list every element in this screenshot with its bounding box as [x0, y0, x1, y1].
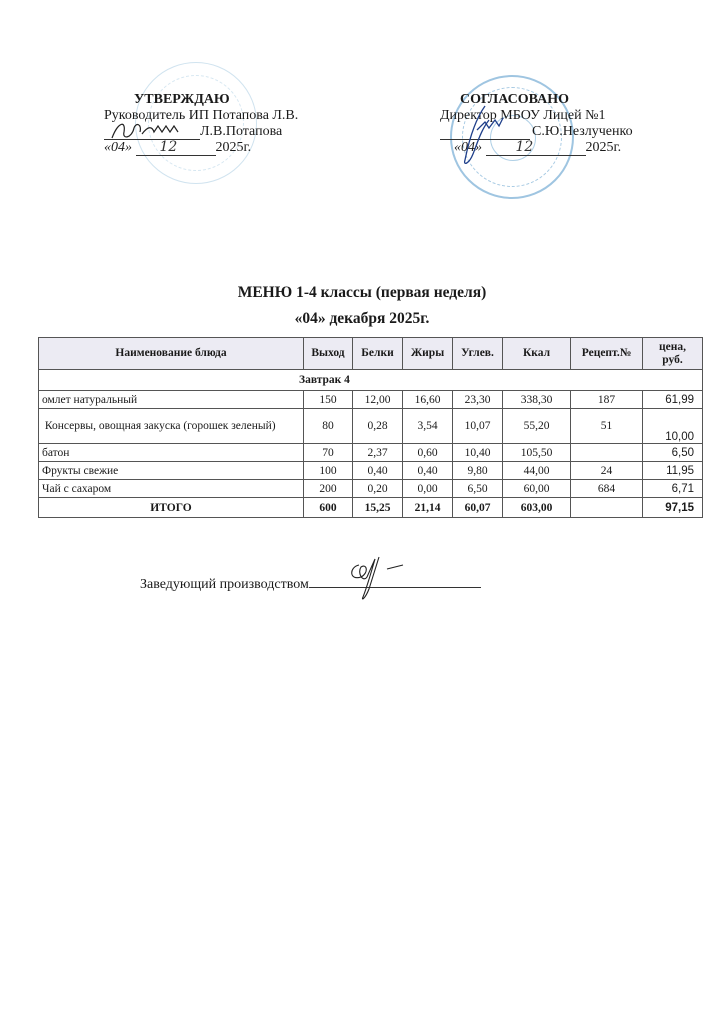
- dish-yield: 150: [304, 391, 353, 409]
- approval-title-left: УТВЕРЖДАЮ: [134, 92, 230, 107]
- dish-name: омлет натуральный: [39, 391, 304, 409]
- column-header-price: цена, руб.: [643, 338, 703, 370]
- table-row: [39, 391, 703, 409]
- approval-date-left: [104, 140, 344, 156]
- date-day-left: «04»: [104, 140, 132, 155]
- signature-footer-icon: [345, 553, 425, 603]
- total-protein: 15,25: [353, 498, 403, 518]
- dish-name: Чай с сахаром: [39, 480, 304, 498]
- dish-price: 11,95: [643, 462, 703, 480]
- table-row: [39, 409, 703, 444]
- dish-fat: 3,54: [403, 409, 453, 444]
- dish-yield: 70: [304, 444, 353, 462]
- section-label: Завтрак 4: [39, 370, 643, 391]
- dish-recipe: 24: [571, 462, 643, 480]
- dish-kcal: 44,00: [503, 462, 571, 480]
- date-line-left: [136, 139, 216, 156]
- dish-name: батон: [39, 444, 304, 462]
- date-month-right: 12: [515, 139, 534, 155]
- column-header-name: Наименование блюда: [39, 338, 304, 370]
- dish-carbs: 10,40: [453, 444, 503, 462]
- section-price-cell: [643, 370, 703, 391]
- dish-fat: 0,40: [403, 462, 453, 480]
- dish-fat: 0,60: [403, 444, 453, 462]
- dish-carbs: 6,50: [453, 480, 503, 498]
- dish-carbs: 9,80: [453, 462, 503, 480]
- table-header-row: [39, 338, 703, 370]
- dish-recipe: 684: [571, 480, 643, 498]
- table-row: [39, 480, 703, 498]
- dish-kcal: 105,50: [503, 444, 571, 462]
- dish-protein: 2,37: [353, 444, 403, 462]
- column-header-recipe: Рецепт.№: [571, 338, 643, 370]
- dish-fat: 0,00: [403, 480, 453, 498]
- dish-protein: 0,20: [353, 480, 403, 498]
- menu-date: «04» декабря 2025г.: [294, 310, 430, 327]
- menu-title: МЕНЮ 1-4 классы (первая неделя): [237, 284, 487, 301]
- total-label: ИТОГО: [39, 498, 304, 518]
- date-year-left: 2025г.: [215, 140, 252, 155]
- signature-left-icon: [108, 118, 208, 142]
- signature-right-icon: [455, 100, 515, 170]
- approval-title-right: СОГЛАСОВАНО: [460, 92, 569, 107]
- dish-recipe: 187: [571, 391, 643, 409]
- dish-price: 6,71: [643, 480, 703, 498]
- dish-carbs: 10,07: [453, 409, 503, 444]
- dish-yield: 200: [304, 480, 353, 498]
- approver-position-right: Директор МБОУ Лицей №1: [440, 108, 606, 123]
- approver-name-left: Л.В.Потапова: [200, 124, 283, 139]
- dish-price: 10,00: [643, 409, 703, 444]
- production-manager-signature: [140, 575, 481, 593]
- total-recipe: [571, 498, 643, 518]
- dish-yield: 80: [304, 409, 353, 444]
- dish-fat: 16,60: [403, 391, 453, 409]
- dish-recipe: [571, 444, 643, 462]
- date-day-right: «04»: [454, 140, 482, 155]
- table-row: [39, 444, 703, 462]
- dish-price: 61,99: [643, 391, 703, 409]
- total-yield: 600: [304, 498, 353, 518]
- dish-carbs: 23,30: [453, 391, 503, 409]
- column-header-protein: Белки: [353, 338, 403, 370]
- dish-yield: 100: [304, 462, 353, 480]
- column-header-fat: Жиры: [403, 338, 453, 370]
- dish-recipe: 51: [571, 409, 643, 444]
- dish-name: Фрукты свежие: [39, 462, 304, 480]
- total-price: 97,15: [643, 498, 703, 518]
- dish-name: Консервы, овощная закуска (горошек зеленый): [39, 409, 304, 444]
- date-year-right: 2025г.: [585, 140, 622, 155]
- total-fat: 21,14: [403, 498, 453, 518]
- section-row: [39, 370, 703, 391]
- date-month-left: 12: [159, 139, 178, 155]
- column-header-carbs: Углев.: [453, 338, 503, 370]
- column-header-yield: Выход: [304, 338, 353, 370]
- production-manager-label: Заведующий производством: [140, 577, 309, 592]
- column-header-kcal: Ккал: [503, 338, 571, 370]
- dish-kcal: 60,00: [503, 480, 571, 498]
- dish-kcal: 338,30: [503, 391, 571, 409]
- total-kcal: 603,00: [503, 498, 571, 518]
- dish-protein: 0,40: [353, 462, 403, 480]
- menu-table: [38, 337, 703, 518]
- dish-kcal: 55,20: [503, 409, 571, 444]
- table-row: [39, 462, 703, 480]
- approver-position-left: Руководитель ИП Потапова Л.В.: [104, 108, 299, 123]
- total-row: [39, 498, 703, 518]
- dish-price: 6,50: [643, 444, 703, 462]
- dish-protein: 0,28: [353, 409, 403, 444]
- approver-name-right: С.Ю.Незлученко: [532, 124, 633, 139]
- total-carbs: 60,07: [453, 498, 503, 518]
- dish-protein: 12,00: [353, 391, 403, 409]
